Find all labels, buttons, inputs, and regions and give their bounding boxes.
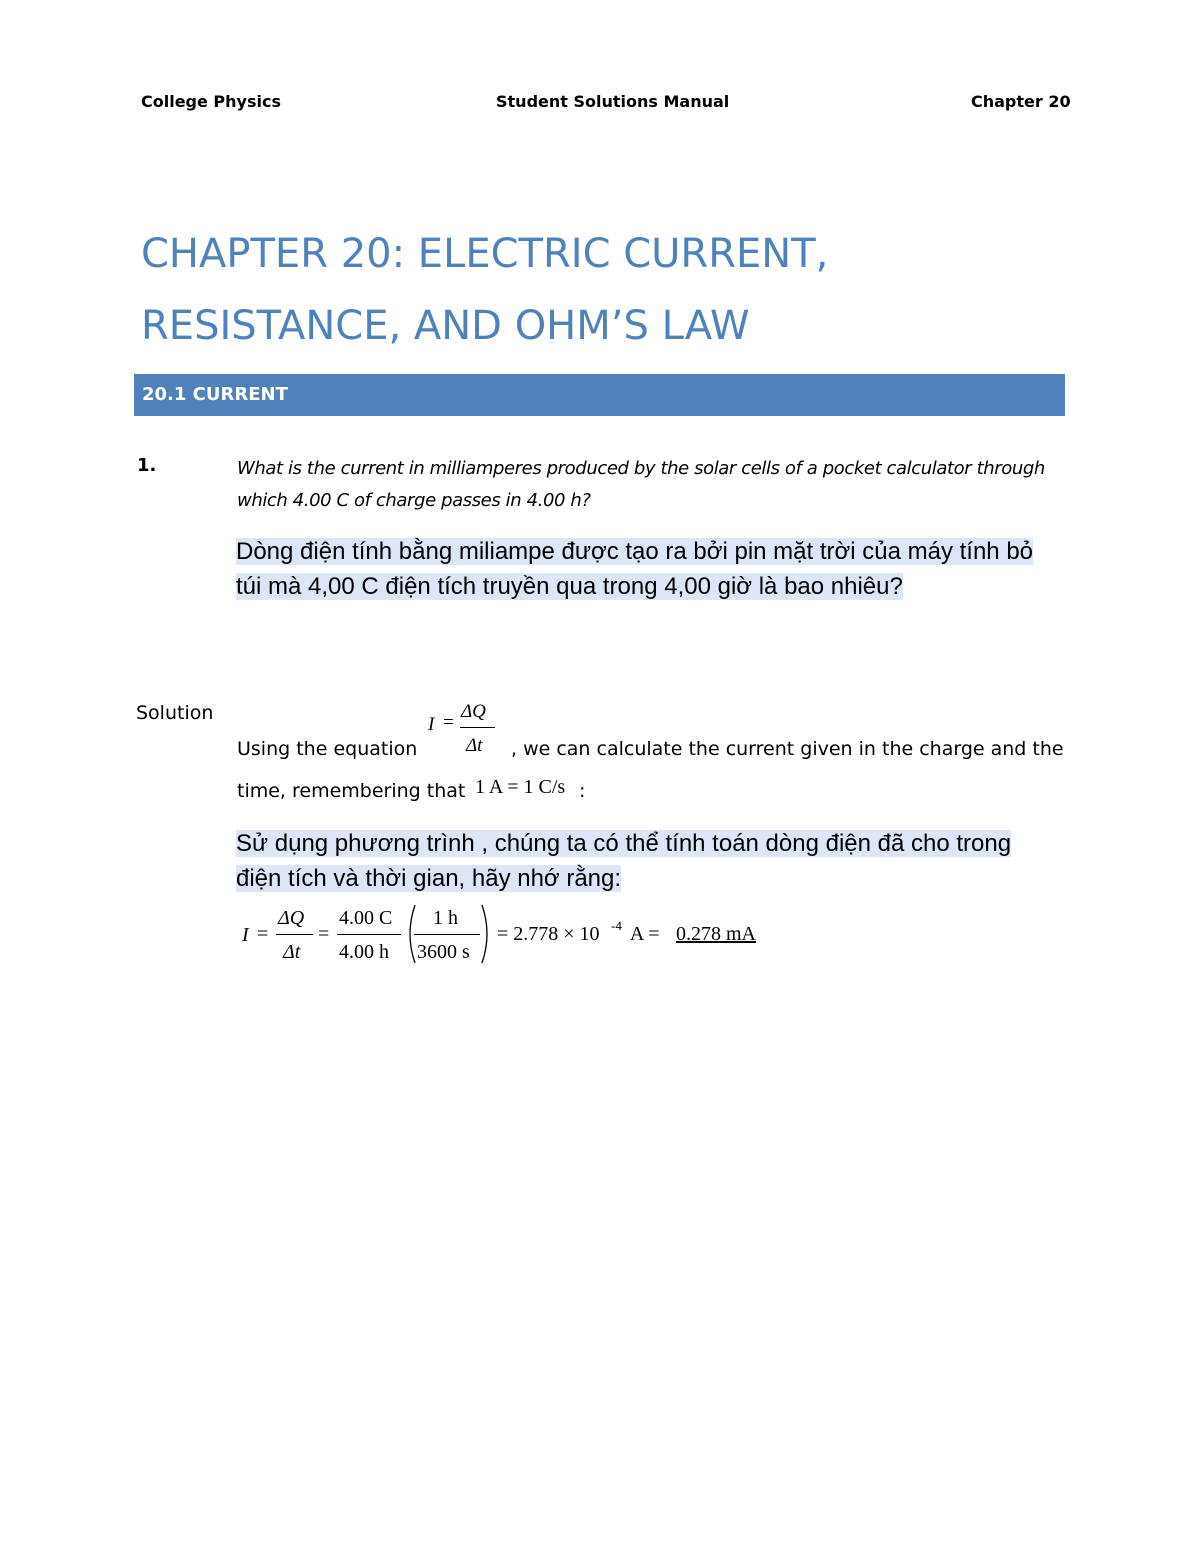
- solution-text-line2: time, remembering that: [237, 780, 466, 802]
- chapter-title: [141, 218, 828, 362]
- problem-question-vi: [236, 534, 1056, 604]
- main-eq-fraction-bar-2: [337, 934, 401, 935]
- solution-text-after-eq: , we can calculate the current given in the charge and the: [511, 738, 1064, 760]
- chapter-title-line2: RESISTANCE, AND OHM’S LAW: [141, 303, 750, 349]
- solution-text-vi-text: Sử dụng phương trình , chúng ta có thể tính toán dòng điện đã cho trong điện tích và thời gian, hãy nhớ rằng:: [236, 830, 1012, 892]
- chapter-title-line1: CHAPTER 20: ELECTRIC CURRENT,: [141, 231, 829, 277]
- main-eq-den1: 4.00 h: [339, 941, 389, 963]
- small-eq-equals: =: [443, 712, 454, 733]
- main-eq-num1: 4.00 C: [339, 907, 393, 929]
- header-right: Chapter 20: [971, 92, 1071, 111]
- main-eq-dQ: ΔQ: [278, 907, 305, 929]
- main-eq-exponent: -4: [611, 918, 622, 933]
- solution-label: Solution: [136, 702, 214, 724]
- unit-relation: 1 A = 1 C/s: [475, 776, 566, 798]
- small-eq-I: I: [428, 714, 435, 735]
- header-center: Student Solutions Manual: [496, 92, 730, 111]
- main-eq-dt: Δt: [283, 941, 301, 963]
- solution-text-before-eq: Using the equation: [237, 738, 418, 760]
- unit-relation-colon: :: [579, 780, 586, 802]
- main-eq-fraction-bar-3: [414, 934, 480, 935]
- small-eq-dt: Δt: [466, 735, 483, 756]
- main-eq-fraction-bar-1: [276, 934, 313, 935]
- problem-question-vi-text: Dòng điện tính bằng miliampe được tạo ra bởi pin mặt trời của máy tính bỏ túi mà 4,00 C điện tích truyền qua trong 4,00 giờ là bao nhiêu?: [236, 538, 1034, 600]
- main-eq-den2: 3600 s: [417, 941, 470, 963]
- solution-text-vi: [236, 826, 1056, 896]
- section-heading: 20.1 CURRENT: [142, 384, 288, 405]
- main-eq-right-paren: [480, 903, 494, 965]
- small-eq-fraction-bar: [460, 727, 495, 728]
- main-eq-answer: 0.278 mA: [676, 923, 756, 945]
- main-eq-unit: A =: [626, 923, 660, 945]
- main-eq-num2: 1 h: [433, 907, 458, 929]
- main-eq-result: = 2.778 × 10: [497, 923, 600, 945]
- section-heading-bar: [134, 374, 1065, 416]
- main-eq-I: I: [242, 924, 249, 946]
- header-left: College Physics: [141, 92, 281, 111]
- main-eq-equals-1: =: [257, 923, 269, 945]
- problem-number: 1.: [137, 455, 157, 476]
- small-eq-dQ: ΔQ: [461, 701, 486, 722]
- problem-question: What is the current in milliamperes produced by the solar cells of a pocket calculator through which 4.00 C of charge passes in 4.00 h?: [237, 458, 1045, 511]
- main-eq-equals-2: =: [318, 923, 330, 945]
